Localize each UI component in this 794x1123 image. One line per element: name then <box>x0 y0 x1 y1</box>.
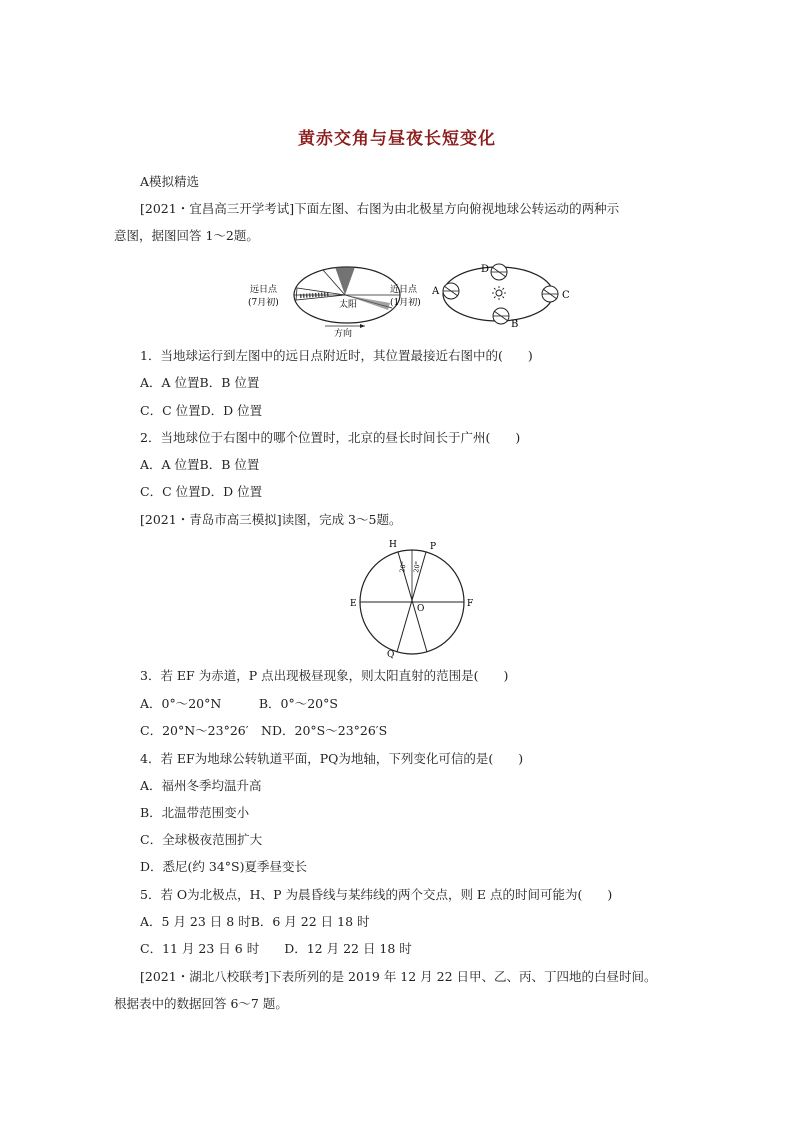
aphelion-label: 远日点 <box>250 285 278 295</box>
q4-option-c: C．全球极夜范围扩大 <box>140 832 263 847</box>
section-label: A模拟精选 <box>140 174 200 189</box>
perihelion-time-label: (1月初) <box>390 298 421 308</box>
intro-1-line-2: 意图，据图回答 1～2题。 <box>114 228 259 243</box>
position-c-label: C <box>562 290 570 301</box>
q5-options-cd: C．11 月 23 日 6 时 D．12 月 22 日 18 时 <box>140 941 412 956</box>
q3-options-ab: A．0°～20°N B．0°～20°S <box>140 696 338 711</box>
q1-stem: 1．当地球运行到左图中的远日点附近时，其位置最接近右图中的( ) <box>140 348 533 363</box>
intro-1-line-1: [2021・宜昌高三开学考试]下面左图、右图为由北极星方向俯视地球公转运动的两种示 <box>140 201 620 216</box>
earth-position-a <box>443 283 459 299</box>
orbit-figure <box>0 258 794 338</box>
q3-stem: 3．若 EF 为赤道，P 点出现极昼现象，则太阳直射的范围是( ) <box>140 668 509 683</box>
q3-options-cd: C．20°N～23°26′ ND．20°S～23°26′S <box>140 723 388 738</box>
position-b-label: B <box>511 319 519 330</box>
q2-options-ab: A．A 位置B．B 位置 <box>140 457 260 472</box>
q5-options-ab: A．5 月 23 日 8 时B．6 月 22 日 18 时 <box>140 914 370 929</box>
earth-position-c <box>542 286 558 302</box>
circle-figure <box>0 535 794 660</box>
earth-position-d <box>491 264 507 280</box>
q2-stem: 2．当地球位于右图中的哪个位置时，北京的昼长时间长于广州( ) <box>140 430 521 445</box>
intro-3-line-2: 根据表中的数据回答 6～7 题。 <box>114 996 288 1011</box>
orbit-right-diagram <box>431 264 570 330</box>
aphelion-time-label: (7月初) <box>248 298 279 308</box>
earth-position-b <box>493 308 509 324</box>
q1-options-ab: A．A 位置B．B 位置 <box>140 375 260 390</box>
sun-label: 太阳 <box>339 300 358 310</box>
intro-2: [2021・青岛市高三模拟]读图，完成 3～5题。 <box>140 512 402 527</box>
position-d-label: D <box>481 264 490 275</box>
direction-label: 方向 <box>334 329 353 338</box>
angle-label-2: 20° <box>412 560 422 574</box>
intro-3-line-1: [2021・湖北八校联考]下表所列的是 2019 年 12 月 22 日甲、乙、丙、丁四地的白昼时间。 <box>140 969 657 984</box>
q4-stem: 4．若 EF为地球公转轨道平面，PQ为地轴，下列变化可信的是( ) <box>140 751 524 766</box>
sun-icon <box>492 286 506 300</box>
position-a-label: A <box>432 286 440 297</box>
q4-option-d: D．悉尼(约 34°S)夏季昼变长 <box>140 859 307 874</box>
perihelion-label: 近日点 <box>390 285 418 295</box>
q5-stem: 5．若 O为北极点，H、P 为晨昏线与某纬线的两个交点，则 E 点的时间可能为( ) <box>140 887 613 902</box>
orbit-left-diagram <box>248 267 421 338</box>
q4-option-b: B．北温带范围变小 <box>140 805 250 820</box>
point-e-label: E <box>350 599 357 609</box>
point-f-label: F <box>467 599 474 609</box>
q2-options-cd: C．C 位置D．D 位置 <box>140 484 263 499</box>
q1-options-cd: C．C 位置D．D 位置 <box>140 403 263 418</box>
point-o-label: O <box>417 604 425 614</box>
angle-label-1: 20° <box>398 560 408 574</box>
point-h-label: H <box>389 540 397 550</box>
point-p-label: P <box>430 542 437 552</box>
page-title: 黄赤交角与昼夜长短变化 <box>298 129 496 149</box>
q4-option-a: A．福州冬季均温升高 <box>140 778 262 793</box>
point-q-label: Q <box>387 650 395 660</box>
